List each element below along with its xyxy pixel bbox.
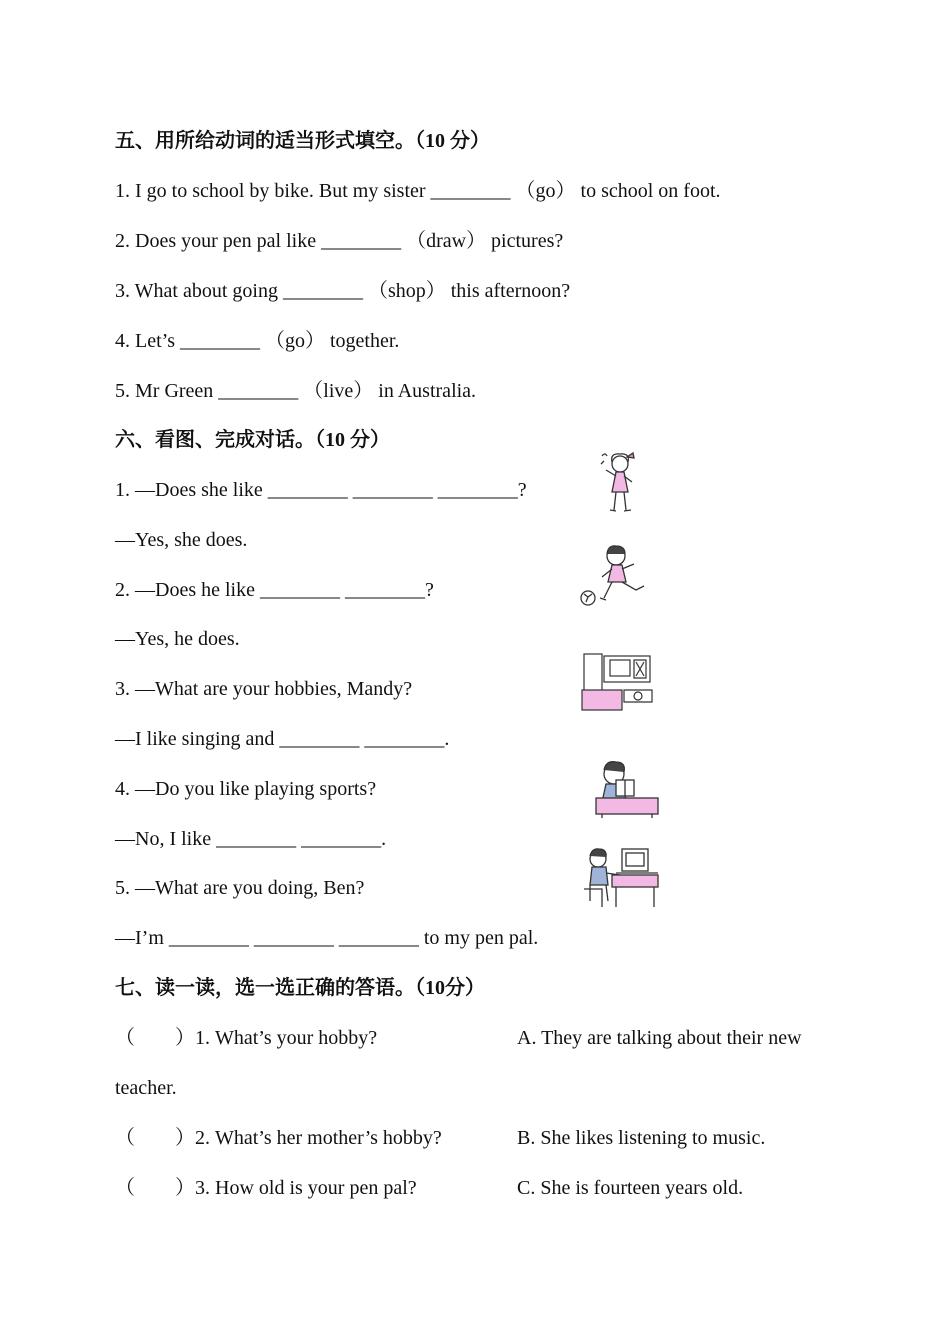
s6-line-9: 5. —What are you doing, Ben? (115, 877, 365, 899)
s5-item-1: 1. I go to school by bike. But my sister ________ （go） to school on foot. (115, 180, 721, 202)
s5-item-4: 4. Let’s ________ （go） together. (115, 330, 400, 352)
boy-computer-illustration (582, 845, 662, 911)
s5-item-5: 5. Mr Green ________ （live） in Australia. (115, 380, 477, 402)
s5-item-3: 3. What about going ________ （shop） this afternoon? (115, 280, 571, 302)
s5-item-2: 2. Does your pen pal like ________ （draw） pictures? (115, 230, 564, 252)
section-5-title: 五、用所给动词的适当形式填空。（10 分） (115, 130, 490, 152)
s6-line-4: —Yes, he does. (115, 628, 240, 650)
s7-answer-a: A. They are talking about their new (517, 1027, 802, 1049)
s6-line-5: 3. —What are your hobbies, Mandy? (115, 678, 413, 700)
s6-line-6: —I like singing and ________ ________. (115, 728, 450, 750)
s6-line-1: 1. —Does she like ________ ________ ________? (115, 479, 527, 501)
s7-question-3: （ ）3. How old is your pen pal? (115, 1177, 417, 1199)
s7-question-1: （ ）1. What’s your hobby? (115, 1027, 378, 1049)
s7-answer-c: C. She is fourteen years old. (517, 1177, 744, 1199)
s7-answer-b: B. She likes listening to music. (517, 1127, 766, 1149)
boy-reading-illustration (592, 758, 662, 818)
s7-question-2: （ ）2. What’s her mother’s hobby? (115, 1127, 442, 1149)
section-7-title: 七、读一读，选一选正确的答语。（10分） (115, 977, 485, 999)
s6-line-7: 4. —Do you like playing sports? (115, 778, 377, 800)
section-6-title: 六、看图、完成对话。（10 分） (115, 429, 390, 451)
s6-line-10: —I’m ________ ________ ________ to my pen pal. (115, 927, 539, 949)
s6-line-3: 2. —Does he like ________ ________? (115, 579, 434, 601)
room-illustration (580, 650, 654, 714)
boy-football-illustration (578, 542, 656, 610)
s6-line-2: —Yes, she does. (115, 529, 248, 551)
s6-line-8: —No, I like ________ ________. (115, 828, 387, 850)
s7-answer-a-continued: teacher. (115, 1077, 177, 1099)
girl-singing-illustration (596, 448, 642, 518)
